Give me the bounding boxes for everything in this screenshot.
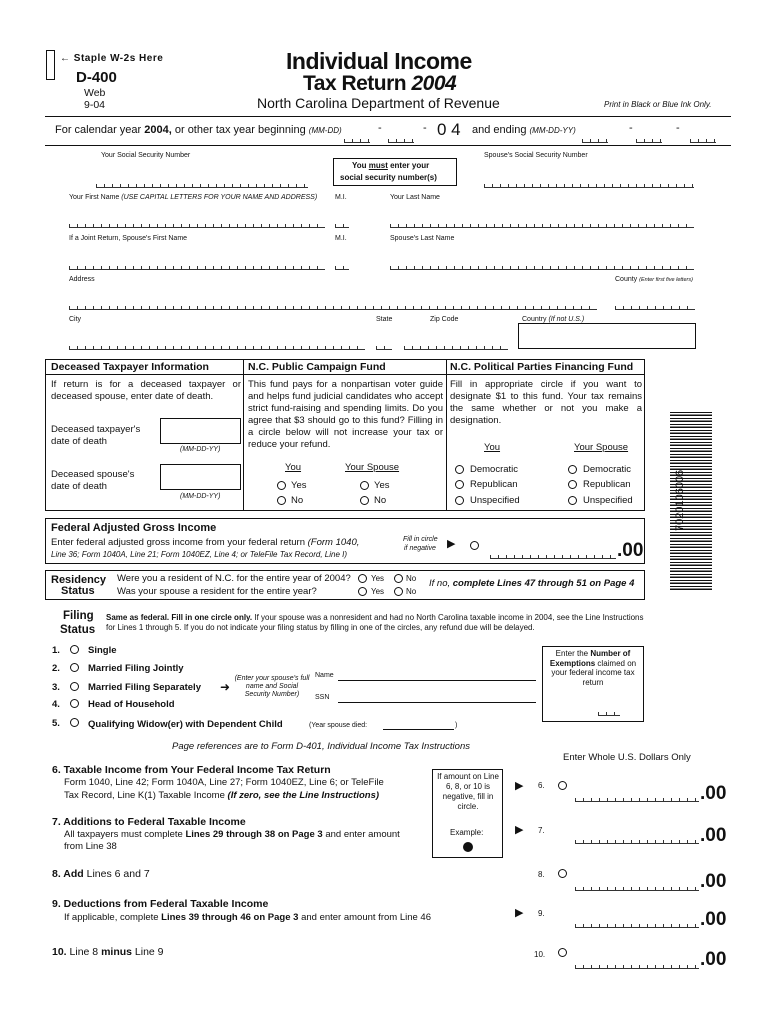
filing-single-label: Single [88,645,117,656]
filing-2-num: 2. [52,663,60,674]
campaign-spouse-no-radio[interactable] [360,496,369,505]
deceased-title: Deceased Taxpayer Information [51,361,209,373]
calendar-top-rule [45,116,731,117]
your-ssn-label: Your Social Security Number [101,152,191,159]
line6-text-2: Tax Record, Line K(1) Taxable Income (If zero, see the Line Instructions) [64,790,380,801]
zip-label: Zip Code [430,316,459,323]
line7-num: 7. [538,826,545,835]
negative-note: If amount on Line 6, 8, or 10 is negative, fill in circle. [437,772,499,811]
campaign-you-no-radio[interactable] [277,496,286,505]
parties-you-republican-label: Republican [470,479,518,490]
fagi-neg-note-2: if negative [404,545,436,552]
filing-year-died-label: (Year spouse died: [309,722,368,729]
filing-name-label: Name [315,672,334,679]
parties-you-republican-radio[interactable] [455,480,464,489]
line10-label: 10. Line 8 minus Line 9 [52,946,164,958]
filing-ssn-field[interactable] [338,702,536,703]
line9-num: 9. [538,909,545,918]
filing-single-radio[interactable] [70,645,79,654]
spouse-last-name-label: Spouse's Last Name [390,235,455,242]
filing-spouse-note: (Enter your spouse's full name and Social Security Number) [234,675,310,698]
play-arrow-icon: ▶ [447,538,456,550]
country-label: Country (If not U.S.) [522,316,585,323]
residency-note: If no, complete Lines 47 through 51 on Page 4 [429,578,635,589]
begin-month-field[interactable] [344,137,370,143]
residency-q1-yes-label: Yes [371,574,385,583]
filing-instructions: Same as federal. Fill in one circle only. If your spouse was a nonresident and had no North Carolina taxable income in 2004, see the Line Instructions for Lines 1 through 5. If you do not indicate your filing status by filling in one of the circles, any refund due will be delayed. [106,613,644,632]
form-version: 9-04 [84,99,106,111]
residency-q1-yes-radio[interactable] [358,574,367,583]
campaign-you-yes-label: Yes [291,480,307,491]
filing-year-died-close: ) [455,722,458,729]
panel-header-rule [45,374,645,375]
line10-negative-radio[interactable] [558,948,567,957]
example-label: Example: [450,828,484,837]
line7-arrow-icon: ▶ [515,824,524,836]
calendar-bottom-rule [45,145,731,146]
line9-title: 9. Deductions from Federal Taxable Income [52,898,269,910]
staple-label: ← Staple W-2s Here [60,53,164,64]
page-references: Page references are to Form D-401, Individual Income Tax Instructions [172,741,470,752]
line6-num: 6. [538,781,545,790]
address-field[interactable] [69,304,597,310]
line9-text: If applicable, complete Lines 39 through 46 on Page 3 and enter amount from Line 46 [64,912,431,923]
deceased-taxpayer-date-field[interactable] [160,418,241,444]
right-arrow-icon: ➜ [220,680,231,694]
spouse-last-name-field[interactable] [390,264,694,270]
line8-amount-field[interactable] [575,885,699,891]
zip-field[interactable] [404,344,508,350]
parties-title: N.C. Political Parties Financing Fund [450,361,634,373]
line7-amount-field[interactable] [575,838,699,844]
spouse-mi-label: M.I. [335,235,347,242]
fagi-negative-radio[interactable] [470,541,479,550]
last-name-field[interactable] [390,222,694,228]
must-enter-ssn-line2: social security number(s) [340,173,437,182]
filing-mfj-radio[interactable] [70,663,79,672]
parties-you-unspecified-label: Unspecified [470,495,520,506]
campaign-you-label: You [285,462,302,473]
residency-q2: Was your spouse a resident for the entire year? [117,586,317,597]
spouse-first-name-field[interactable] [69,264,325,270]
form-id: D-400 [76,69,117,86]
line7-title: 7. Additions to Federal Taxable Income [52,816,246,828]
filing-year-died-field[interactable] [383,729,454,730]
city-field[interactable] [69,344,365,350]
begin-day-field[interactable] [388,137,414,143]
spouse-ssn-label: Spouse's Social Security Number [484,152,588,159]
web-label: Web [84,87,106,99]
spouse-ssn-field[interactable] [484,182,694,188]
filing-label-2: Status [60,624,96,636]
residency-q2-yes-label: Yes [371,587,385,596]
campaign-spouse-yes-label: Yes [374,480,390,491]
residency-label-2: Status [61,585,95,597]
parties-spouse-republican-label: Republican [583,479,631,490]
county-field[interactable] [615,304,695,310]
filing-ssn-label: SSN [315,694,330,701]
line8-num: 8. [538,870,545,879]
parties-spouse-democratic-label: Democratic [583,464,632,475]
line6-text-1: Form 1040, Line 42; Form 1040A, Line 27; Form 1040EZ, Line 6; or TeleFile [64,777,384,788]
your-ssn-field[interactable] [96,182,308,188]
parties-you-democratic-radio[interactable] [455,465,464,474]
filing-mfs-radio[interactable] [70,682,79,691]
department-name: North Carolina Department of Revenue [257,95,500,111]
deceased-spouse-format: (MM-DD-YY) [180,493,221,500]
residency-q1: Were you a resident of N.C. for the entire year of 2004? [117,573,351,584]
line8-label: 8. Add Lines 6 and 7 [52,868,150,880]
parties-spouse-republican-radio[interactable] [568,480,577,489]
line7-text: All taxpayers must complete Lines 29 through 38 on Page 3 and enter amount from Line 38 [64,829,400,852]
line10-amount-field[interactable] [575,963,699,969]
fagi-amount-field[interactable] [490,553,616,559]
residency-q1-no-radio[interactable] [394,574,403,583]
fagi-text: Enter federal adjusted gross income from your federal return (Form 1040, [51,537,360,548]
fagi-title: Federal Adjusted Gross Income [51,522,217,534]
parties-text: Fill in appropriate circle if you want to designate $1 to this fund. Your tax remains the same whether or not you make a designation. [450,379,642,426]
begin-dash-2: - [423,122,427,134]
whole-dollars-note: Enter Whole U.S. Dollars Only [563,752,691,763]
parties-spouse-democratic-radio[interactable] [568,465,577,474]
exemptions-field[interactable] [598,710,620,716]
fagi-text-2: Line 36; Form 1040A, Line 21; Form 1040EZ, Line 4; or TeleFile Tax Record, Line I) [51,550,348,559]
end-dash: - [629,122,633,134]
country-field[interactable] [518,323,696,349]
county-label: County (Enter first five letters) [615,276,693,283]
filing-mfj-label: Married Filing Jointly [88,663,184,674]
campaign-you-no-label: No [291,495,304,506]
fagi-cents: .00 [617,540,644,561]
city-label: City [69,316,82,323]
must-enter-ssn-line1: You must enter your [352,161,430,170]
line9-arrow-icon: ▶ [515,907,524,919]
exemptions-label: Enter the Number of Exemptions claimed on your federal income tax return [549,649,637,687]
filing-mfs-label: Married Filing Separately [88,682,201,693]
line6-cents: .00 [700,783,727,804]
line6-amount-field[interactable] [575,796,699,802]
spouse-first-name-label: If a Joint Return, Spouse's First Name [69,235,188,242]
line9-amount-field[interactable] [575,922,699,928]
address-label: Address [69,276,95,283]
spouse-mi-field[interactable] [335,264,349,270]
filing-name-field[interactable] [338,680,536,681]
residency-label-1: Residency [51,574,107,586]
deceased-spouse-label: Deceased spouse's date of death [51,469,135,492]
campaign-spouse-yes-radio[interactable] [360,481,369,490]
line9-cents: .00 [700,909,727,930]
deceased-spouse-date-field[interactable] [160,464,241,490]
campaign-text: This fund pays for a nonpartisan voter guide and helps fund judicial candidates who accept strict fund-raising and spending limits. Do you agree that $3 should go to this fund? Filling in a circle below will not increase your tax or reduce your refund. [248,379,443,450]
residency-q2-no-label: No [406,587,417,596]
residency-q2-yes-radio[interactable] [358,587,367,596]
line6-negative-radio[interactable] [558,781,567,790]
calendar-year-label: For calendar year 2004, or other tax year beginning (MM-DD) [55,124,342,136]
barcode-number: 7020106006 [674,469,686,531]
end-dash-2: - [676,122,680,134]
form-title-line2: Tax Return 2004 [303,72,457,95]
parties-you-label: You [484,442,501,453]
filing-widow-radio[interactable] [70,718,79,727]
first-name-field[interactable] [69,222,325,228]
example-filled-circle [463,842,473,852]
filing-hoh-radio[interactable] [70,699,79,708]
filing-5-num: 5. [52,718,60,729]
campaign-spouse-no-label: No [374,495,387,506]
line8-cents: .00 [700,871,727,892]
filing-label-1: Filing [63,610,94,622]
line7-cents: .00 [700,825,727,846]
fagi-neg-note-1: Fill in circle [403,536,438,543]
residency-q2-no-radio[interactable] [394,587,403,596]
line10-cents: .00 [700,949,727,970]
end-year-field[interactable] [690,137,716,143]
mi-field[interactable] [335,222,349,228]
line6-arrow-icon: ▶ [515,780,524,792]
parties-spouse-label: Your Spouse [574,442,629,453]
deceased-taxpayer-label: Deceased taxpayer's date of death [51,424,141,447]
deceased-intro: If return is for a deceased taxpayer or deceased spouse, enter date of death. [51,379,241,402]
line10-num: 10. [534,950,546,959]
campaign-you-yes-radio[interactable] [277,481,286,490]
parties-spouse-unspecified-radio[interactable] [568,496,577,505]
residency-q1-no-label: No [406,574,417,583]
ink-note: Print in Black or Blue Ink Only. [604,100,712,109]
state-field[interactable] [376,344,392,350]
mi-label: M.I. [335,194,347,201]
parties-spouse-unspecified-label: Unspecified [583,495,633,506]
line8-negative-radio[interactable] [558,869,567,878]
filing-3-num: 3. [52,682,60,693]
ending-label: and ending (MM-DD-YY) [472,124,576,136]
parties-you-unspecified-radio[interactable] [455,496,464,505]
deceased-taxpayer-format: (MM-DD-YY) [180,446,221,453]
filing-4-num: 4. [52,699,60,710]
form-title-line1: Individual Income [286,48,472,74]
parties-you-democratic-label: Democratic [470,464,519,475]
staple-box [46,50,55,80]
filing-widow-label: Qualifying Widow(er) with Dependent Child [88,719,283,730]
end-month-field[interactable] [582,137,608,143]
begin-dash: - [378,122,382,134]
end-day-field[interactable] [636,137,662,143]
begin-year-prefilled: 0 4 [437,120,461,139]
state-label: State [376,316,393,323]
campaign-title: N.C. Public Campaign Fund [248,361,386,373]
last-name-label: Your Last Name [390,194,440,201]
filing-hoh-label: Head of Household [88,699,175,710]
campaign-spouse-label: Your Spouse [345,462,400,473]
first-name-label: Your First Name (USE CAPITAL LETTERS FOR YOUR NAME AND ADDRESS) [69,194,318,201]
left-arrow-icon: ← [60,53,71,64]
filing-1-num: 1. [52,645,60,656]
line6-title: 6. Taxable Income from Your Federal Income Tax Return [52,764,331,776]
